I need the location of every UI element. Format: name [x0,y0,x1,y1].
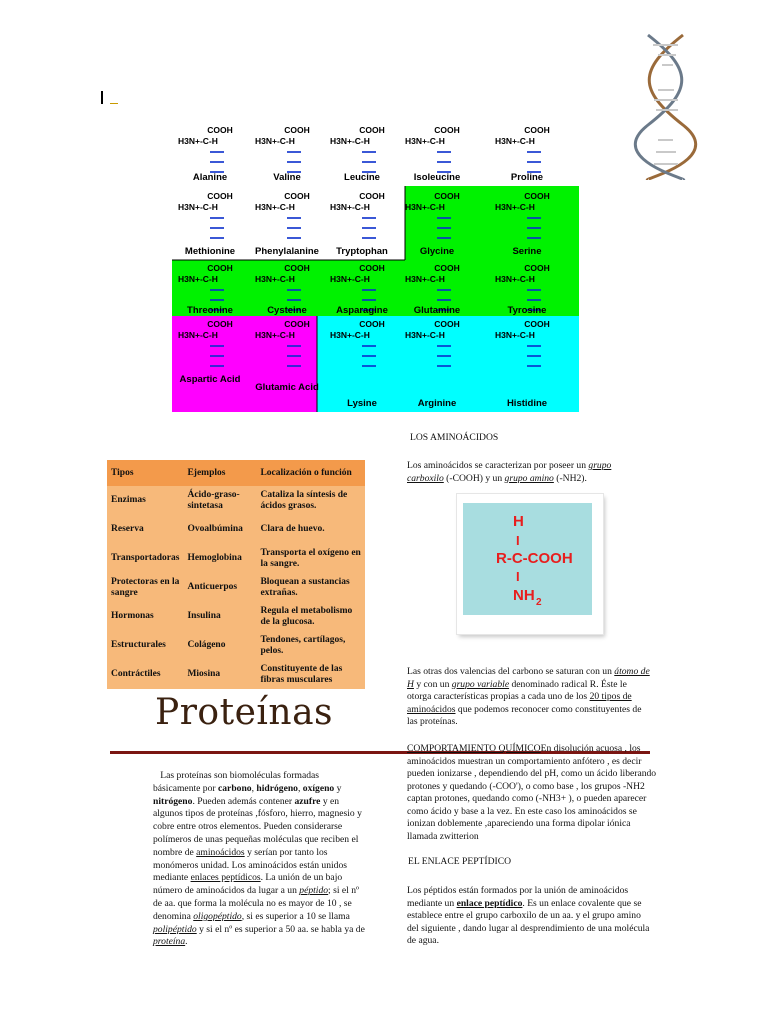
peptidos-paragraph: Los péptidos están formados por la unión de aminoácidos mediante un enlace peptídico. Es un enlace covalente que se establece entre el grupo carboxilo de un aa. y el grupo amino del siguiente , dando lugar al desprendimiento de una molécula de agua. [407,885,650,946]
table-cell: Cataliza la síntesis de ácidos grasos. [260,489,348,511]
header-funcion: Localización o función [256,460,365,486]
aa-amino-label: H3N+-C-H [178,136,218,146]
aa-carboxyl-label: COOH [359,263,385,273]
aa-name-label: Tyrosine [507,305,547,316]
aa-amino-label: H3N+-C-H [255,274,295,284]
table-cell: Colágeno [187,640,226,650]
table-cell: Contráctiles [111,669,161,679]
aa-carboxyl-label: COOH [207,191,233,201]
aa-amino-label: H3N+-C-H [178,274,218,284]
aa-carboxyl-label: COOH [524,125,550,135]
header-tipos: Tipos [107,460,183,486]
table-row [107,602,365,631]
header-ejemplos: Ejemplos [183,460,256,486]
aa-carboxyl-label: COOH [524,263,550,273]
table-cell: Transportadoras [111,553,180,563]
aa-carboxyl-label: COOH [524,191,550,201]
table-cell: Ovoalbúmina [187,524,243,534]
table-cell: Hemoglobina [187,553,242,563]
link-proteina[interactable]: proteína [153,936,186,948]
aa-name-label: Tryptophan [336,246,388,257]
table-cell: Miosina [187,669,221,679]
aminoacids-definition: Los aminoácidos se caracterizan por poseer un grupo carboxilo (-COOH) y un grupo amino (-NH2). [407,460,612,484]
aa-amino-label: H3N+-C-H [405,274,445,284]
aa-carboxyl-label: COOH [207,125,233,135]
table-cell: Clara de huevo. [260,524,325,534]
aa-carboxyl-label: COOH [434,125,460,135]
table-cell: Protectoras en la sangre [111,576,180,598]
enlace-peptidico-heading: EL ENLACE PEPTÍDICO [408,856,512,867]
aa-amino-label: H3N+-C-H [255,136,295,146]
aa-name-label: Proline [510,172,544,183]
comportamiento-heading: COMPORTAMIENTO QUÍMICO [407,743,541,754]
table-cell: Transporta el oxígeno en la sangre. [260,547,361,569]
table-row [107,544,365,573]
link-enlaces-peptidicos[interactable]: enlaces peptídicos [190,872,261,884]
link-oligopeptido[interactable]: oligopéptido [193,910,242,922]
aa-carboxyl-label: COOH [359,191,385,201]
aa-name-label: Arginine [417,398,457,409]
aa-carboxyl-label: COOH [284,319,310,329]
table-header-row [107,460,365,486]
aa-name-label: Isoleucine [413,172,461,183]
table-cell: Tendones, cartílagos, pelos. [260,634,346,656]
aa-name-label: Lysine [347,398,377,409]
aa-carboxyl-label: COOH [524,319,550,329]
aa-amino-label: H3N+-C-H [330,136,370,146]
table-cell: Bloquean a sustancias extrañas. [260,576,350,598]
text-cursor-mark [101,91,103,104]
link-peptido[interactable]: péptido [299,885,329,897]
link-20-tipos[interactable]: 20 tipos de aminoácidos [407,691,632,715]
aa-name-label: Glycine [419,246,455,257]
aa-name-label: Valine [273,172,301,183]
enlace-peptidico-term: enlace peptídico [456,897,523,909]
link-grupo-amino[interactable]: grupo amino [504,472,554,484]
link-grupo-variable[interactable]: grupo variable [451,678,510,690]
aa-amino-label: H3N+-C-H [495,136,535,146]
aa-carboxyl-label: COOH [359,125,385,135]
aa-amino-label: H3N+-C-H [178,202,218,212]
aminoacids-heading: LOS AMINOÁCIDOS [410,432,499,443]
aa-name-label: Leucine [344,172,380,183]
table-cell: Hormonas [111,611,154,621]
aa-name-label: Histidine [506,398,548,409]
aa-name-label: Serine [512,246,542,257]
aa-amino-label: H3N+-C-H [405,202,445,212]
aa-name-label: Asparagine [336,305,388,316]
aa-carboxyl-label: COOH [284,191,310,201]
table-cell: Enzimas [111,495,146,505]
table-row [107,486,365,515]
page-title: Proteínas [155,692,334,733]
aa-name-label: Alanine [192,172,228,183]
aa-carboxyl-label: COOH [284,263,310,273]
aa-amino-label: H3N+-C-H [495,202,535,212]
link-polipeptido[interactable]: polipéptido [153,923,197,935]
table-cell: Constituyente de las fibras musculares [260,663,343,685]
aa-carboxyl-label: COOH [434,319,460,329]
table-row [107,573,365,602]
table-cell: Regula el metabolismo de la glucosa. [260,605,353,627]
table-row [107,515,365,544]
link-aminoacidos[interactable]: aminoácidos [196,846,245,858]
table-cell: Anticuerpos [187,582,238,592]
link-atomo-h[interactable]: átomo de H [407,666,650,690]
amino-acids-chart [172,120,579,412]
text-cursor-underline [110,103,118,104]
table-cell: Reserva [111,524,144,534]
aa-amino-label: H3N+-C-H [255,330,295,340]
aa-name-label: Glutamine [413,305,461,316]
aa-carboxyl-label: COOH [359,319,385,329]
aa-name-label: Methionine [184,246,236,257]
aa-amino-label: H3N+-C-H [330,330,370,340]
protein-types-table [107,460,365,689]
aa-carboxyl-label: COOH [434,263,460,273]
aminoacid-general-formula: H I R-C-COOH I NH 2 [463,503,592,615]
aa-amino-label: H3N+-C-H [495,274,535,284]
aa-amino-label: H3N+-C-H [330,202,370,212]
aa-carboxyl-label: COOH [434,191,460,201]
table-cell: Estructurales [111,640,166,650]
valencias-paragraph: Las otras dos valencias del carbono se saturan con un átomo de H y con un grupo variable denominado radical R. Éste le otorga características propias a cada uno de los 20 tipos de aminoácidos que podemos reconocer como constituyentes de las proteínas. [407,666,650,727]
aa-carboxyl-label: COOH [284,125,310,135]
aa-amino-label: H3N+-C-H [495,330,535,340]
aa-carboxyl-label: COOH [207,319,233,329]
table-cell: Insulina [187,611,221,621]
proteins-intro-paragraph: Las proteínas son biomoléculas formadas básicamente por carbono, hidrógeno, oxígeno y nitrógeno. Pueden además contener azufre y en algunos tipos de proteínas ,fósforo, hierro, magnesio y cobre entre otros elementos. Pueden considerarse polímeros de unas pequeñas moléculas que reciben el nombre de aminoácidos y serían por tanto los monómeros unidad. Los aminoácidos están unidos mediante enlaces peptídicos. La unión de un bajo número de aminoácidos da lugar a un péptido; si el nº de aa. que forma la molécula no es mayor de 10 , se denomina oligopéptido, si es superior a 10 se llama polipéptido y si el nº es superior a 50 aa. se habla ya de proteína. [153,770,365,948]
aa-name-label: Aspartic Acid [179,374,241,385]
table-row [107,660,365,689]
aa-amino-label: H3N+-C-H [405,136,445,146]
aa-name-label: Cysteine [267,305,307,316]
table-row [107,631,365,660]
aa-carboxyl-label: COOH [207,263,233,273]
aa-amino-label: H3N+-C-H [405,330,445,340]
dna-helix-image [628,30,708,180]
table-cell: Ácido-graso-sintetasa [187,489,240,511]
aa-name-label: Glutamic Acid [255,382,319,393]
comportamiento-quimico-paragraph: COMPORTAMIENTO QUÍMICOEn disolución acuosa , los aminoácidos muestran un comportamiento anfótero , es decir pueden ionizarse , dependiendo del pH, como un ácido liberando protones y quedando (-COO'), o como base , los grupos -NH2 captan protones, quedando como (-NH3+ ), o pueden aparecer como ácido y base a la vez. En este caso los aminoácidos se ionizan doblemente ,apareciendo una forma dipolar iónica llamada zwitterion [407,743,657,842]
aa-name-label: Threonine [187,305,233,316]
aa-name-label: Phenylalanine [255,246,319,257]
aa-amino-label: H3N+-C-H [255,202,295,212]
link-grupo-carboxilo[interactable]: grupo carboxilo [407,460,612,484]
aa-amino-label: H3N+-C-H [178,330,218,340]
aa-amino-label: H3N+-C-H [330,274,370,284]
